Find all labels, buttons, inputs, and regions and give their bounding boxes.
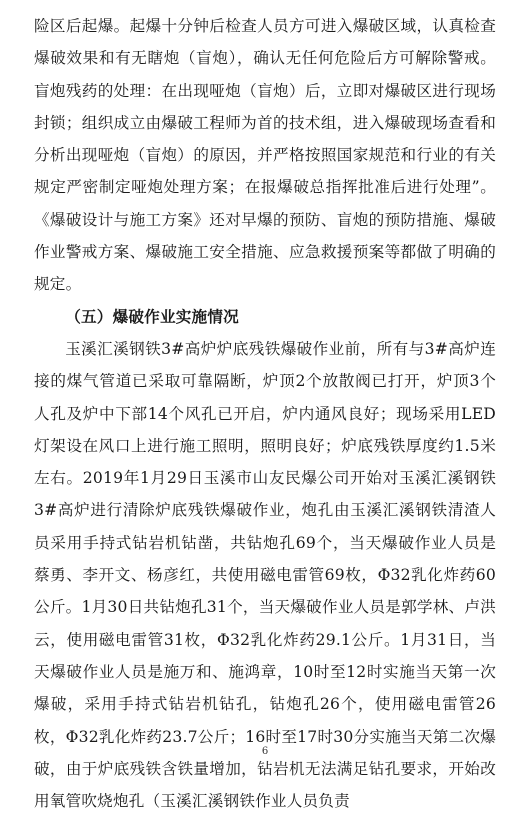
page-number: 6: [261, 746, 269, 757]
section-heading: （五）爆破作业实施情况: [65, 306, 239, 326]
body-text: [34, 10, 496, 817]
paragraph-blasting-implementation: 玉溪汇溪钢铁3#高炉炉底残铁爆破作业前，所有与3#高炉连接的煤气管道已采取可靠隔断，炉顶2个放散阀已打开，炉顶3个人孔及炉中下部14个风孔已开启，炉内通风良好；现场采用LED灯架设在风口上进行施工照明，照明良好；炉底残铁厚度约1.5米左右。2019年1月29日玉溪市山友民爆公司开始对玉溪汇溪钢铁3#高炉进行清除炉底残铁爆破作业，炮孔由玉溪汇溪钢铁清渣人员采用手持式钻岩机钻凿，共钻炮孔69个，当天爆破作业人员是蔡勇、李开文、杨彦红，共使用磁电雷管69枚，Φ32乳化炸药60公斤。1月30日共钻炮孔31个，当天爆破作业人员是郭学林、卢洪云，使用磁电雷管31枚，Φ32乳化炸药29.1公斤。1月31日，当天爆破作业人员是施万和、施鸿章，10时至12时实施当天第一次爆破，采用手持式钻岩机钻孔，钻炮孔26个，使用磁电雷管26枚，Φ32乳化炸药23.7公斤；16时至17时30分实施当天第二次爆破，由于炉底残铁含铁量增加，钻岩机无法满足钻孔要求，开始改用氧管吹烧炮孔（玉溪汇溪钢铁作业人员负责: [34, 339, 496, 811]
paragraph-continuation: 险区后起爆。起爆十分钟后检查人员方可进入爆破区域，认真检查爆破效果和有无瞎炮（盲炮），确认无任何危险后方可解除警戒。盲炮残药的处理：在出现哑炮（盲炮）后，立即对爆破区进行现场封锁；组织成立由爆破工程师为首的技术组，进入爆破现场查看和分析出现哑炮（盲炮）的原因，并严格按照国家规范和行业的有关规定严密制定哑炮处理方案；在报爆破总指挥批准后进行处理”。《爆破设计与施工方案》还对早爆的预防、盲炮的预防措施、爆破作业警戒方案、爆破施工安全措施、应急救援预案等都做了明确的规定。: [34, 17, 496, 294]
